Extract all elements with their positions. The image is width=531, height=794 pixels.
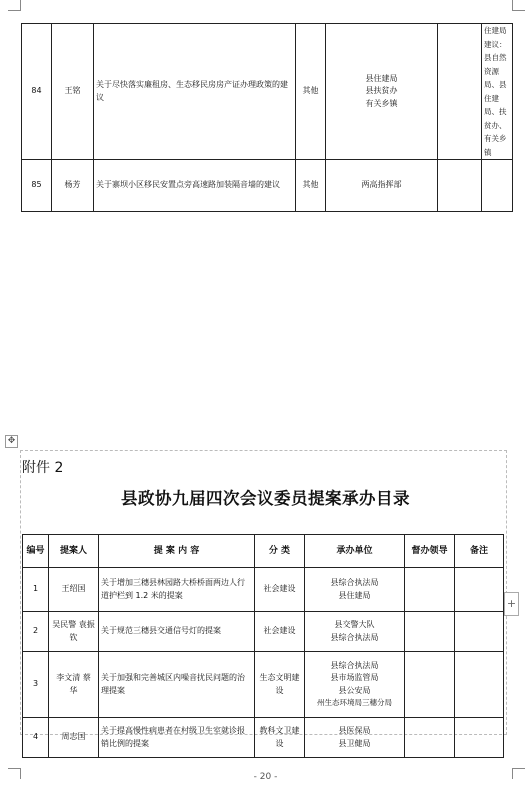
column-header: 分 类 (255, 535, 305, 568)
unit: 县卫健局 (338, 738, 371, 748)
row-number: 4 (23, 718, 49, 758)
unit: 县住建局 (365, 73, 398, 83)
handling-units (305, 612, 405, 652)
unit: 县住建局 (338, 590, 371, 600)
table-row (23, 568, 504, 612)
handling-units (326, 160, 438, 212)
unit: 县市场监管局 (330, 673, 379, 682)
proposal-title: 关于增加三穗县林园路大桥桥面两边人行道护栏到 1.2 米的提案 (99, 568, 255, 612)
table-row (22, 160, 513, 212)
page-number: - 20 - (253, 772, 278, 782)
unit: 州生态环境局三穗分局 (317, 698, 392, 707)
handling-units (305, 718, 405, 758)
proposer: 吴民警 袁振钦 (49, 612, 99, 652)
unit: 两高指挥部 (361, 180, 402, 190)
category: 生态文明建设 (255, 652, 305, 718)
unit: 县医保局 (338, 726, 371, 735)
note (482, 160, 513, 212)
supervising-leader (438, 24, 482, 160)
column-header: 承办单位 (305, 535, 405, 568)
supervising-leader (405, 568, 455, 612)
row-number: 2 (23, 612, 49, 652)
row-number: 84 (22, 24, 52, 160)
column-header: 提案人 (49, 535, 99, 568)
table-header-row (23, 535, 504, 568)
column-header: 督办领导 (405, 535, 455, 568)
unit: 县交警大队 (334, 620, 375, 629)
column-header: 提 案 内 容 (99, 535, 255, 568)
unit: 县公安局 (338, 685, 371, 695)
proposal-table (22, 534, 504, 758)
proposer: 杨芳 (52, 160, 94, 212)
proposer: 王绍国 (49, 568, 99, 612)
unit: 县综合执法局 (330, 660, 379, 670)
unit: 有关乡镇 (365, 98, 398, 108)
table-row (23, 718, 504, 758)
handling-units (305, 568, 405, 612)
unit: 县综合执法局 (330, 632, 379, 642)
note (455, 612, 504, 652)
proposal-title: 关于加强和完善城区内噪音扰民问题的治理提案 (99, 652, 255, 718)
note (455, 652, 504, 718)
category: 社会建设 (255, 612, 305, 652)
proposal-title: 关于寨坝小区移民安置点旁高速路加装隔音墙的建议 (94, 160, 296, 212)
annex-label: 附件 2 (22, 460, 64, 476)
category: 其他 (296, 24, 326, 160)
table-row (23, 652, 504, 718)
note (455, 568, 504, 612)
proposer: 李文清 蔡 华 (49, 652, 99, 718)
proposal-title: 关于尽快落实廉租房、生态移民房房产证办理政策的建议 (94, 24, 296, 160)
unit: 县扶贫办 (365, 86, 398, 96)
handling-units (326, 24, 438, 160)
proposer: 王铭 (52, 24, 94, 160)
category: 社会建设 (255, 568, 305, 612)
table-move-handle[interactable]: ✥ (5, 435, 18, 448)
row-number: 85 (22, 160, 52, 212)
category: 其他 (296, 160, 326, 212)
handling-units (305, 652, 405, 718)
unit: 县综合执法局 (330, 578, 379, 587)
note: 住建局建议：县自然资源局、县住建局、扶贫办、有关乡镇 (482, 24, 513, 160)
proposer: 周志国 (49, 718, 99, 758)
proposal-title: 关于提高慢性病患者在村级卫生室就诊报销比例的提案 (99, 718, 255, 758)
supervising-leader (405, 718, 455, 758)
document-title: 县政协九届四次会议委员提案承办目录 (121, 489, 410, 508)
supervising-leader (438, 160, 482, 212)
row-number: 1 (23, 568, 49, 612)
table-row (22, 24, 513, 160)
supervising-leader (405, 652, 455, 718)
crop-mark (8, 0, 21, 11)
continued-proposal-table (21, 23, 513, 212)
supervising-leader (405, 612, 455, 652)
column-header: 备注 (455, 535, 504, 568)
table-row (23, 612, 504, 652)
crop-mark (512, 0, 525, 11)
proposal-title: 关于规范三穗县交通信号灯的提案 (99, 612, 255, 652)
row-number: 3 (23, 652, 49, 718)
add-column-button[interactable]: + (504, 592, 519, 616)
note (455, 718, 504, 758)
category: 教科文卫建设 (255, 718, 305, 758)
column-header: 编号 (23, 535, 49, 568)
